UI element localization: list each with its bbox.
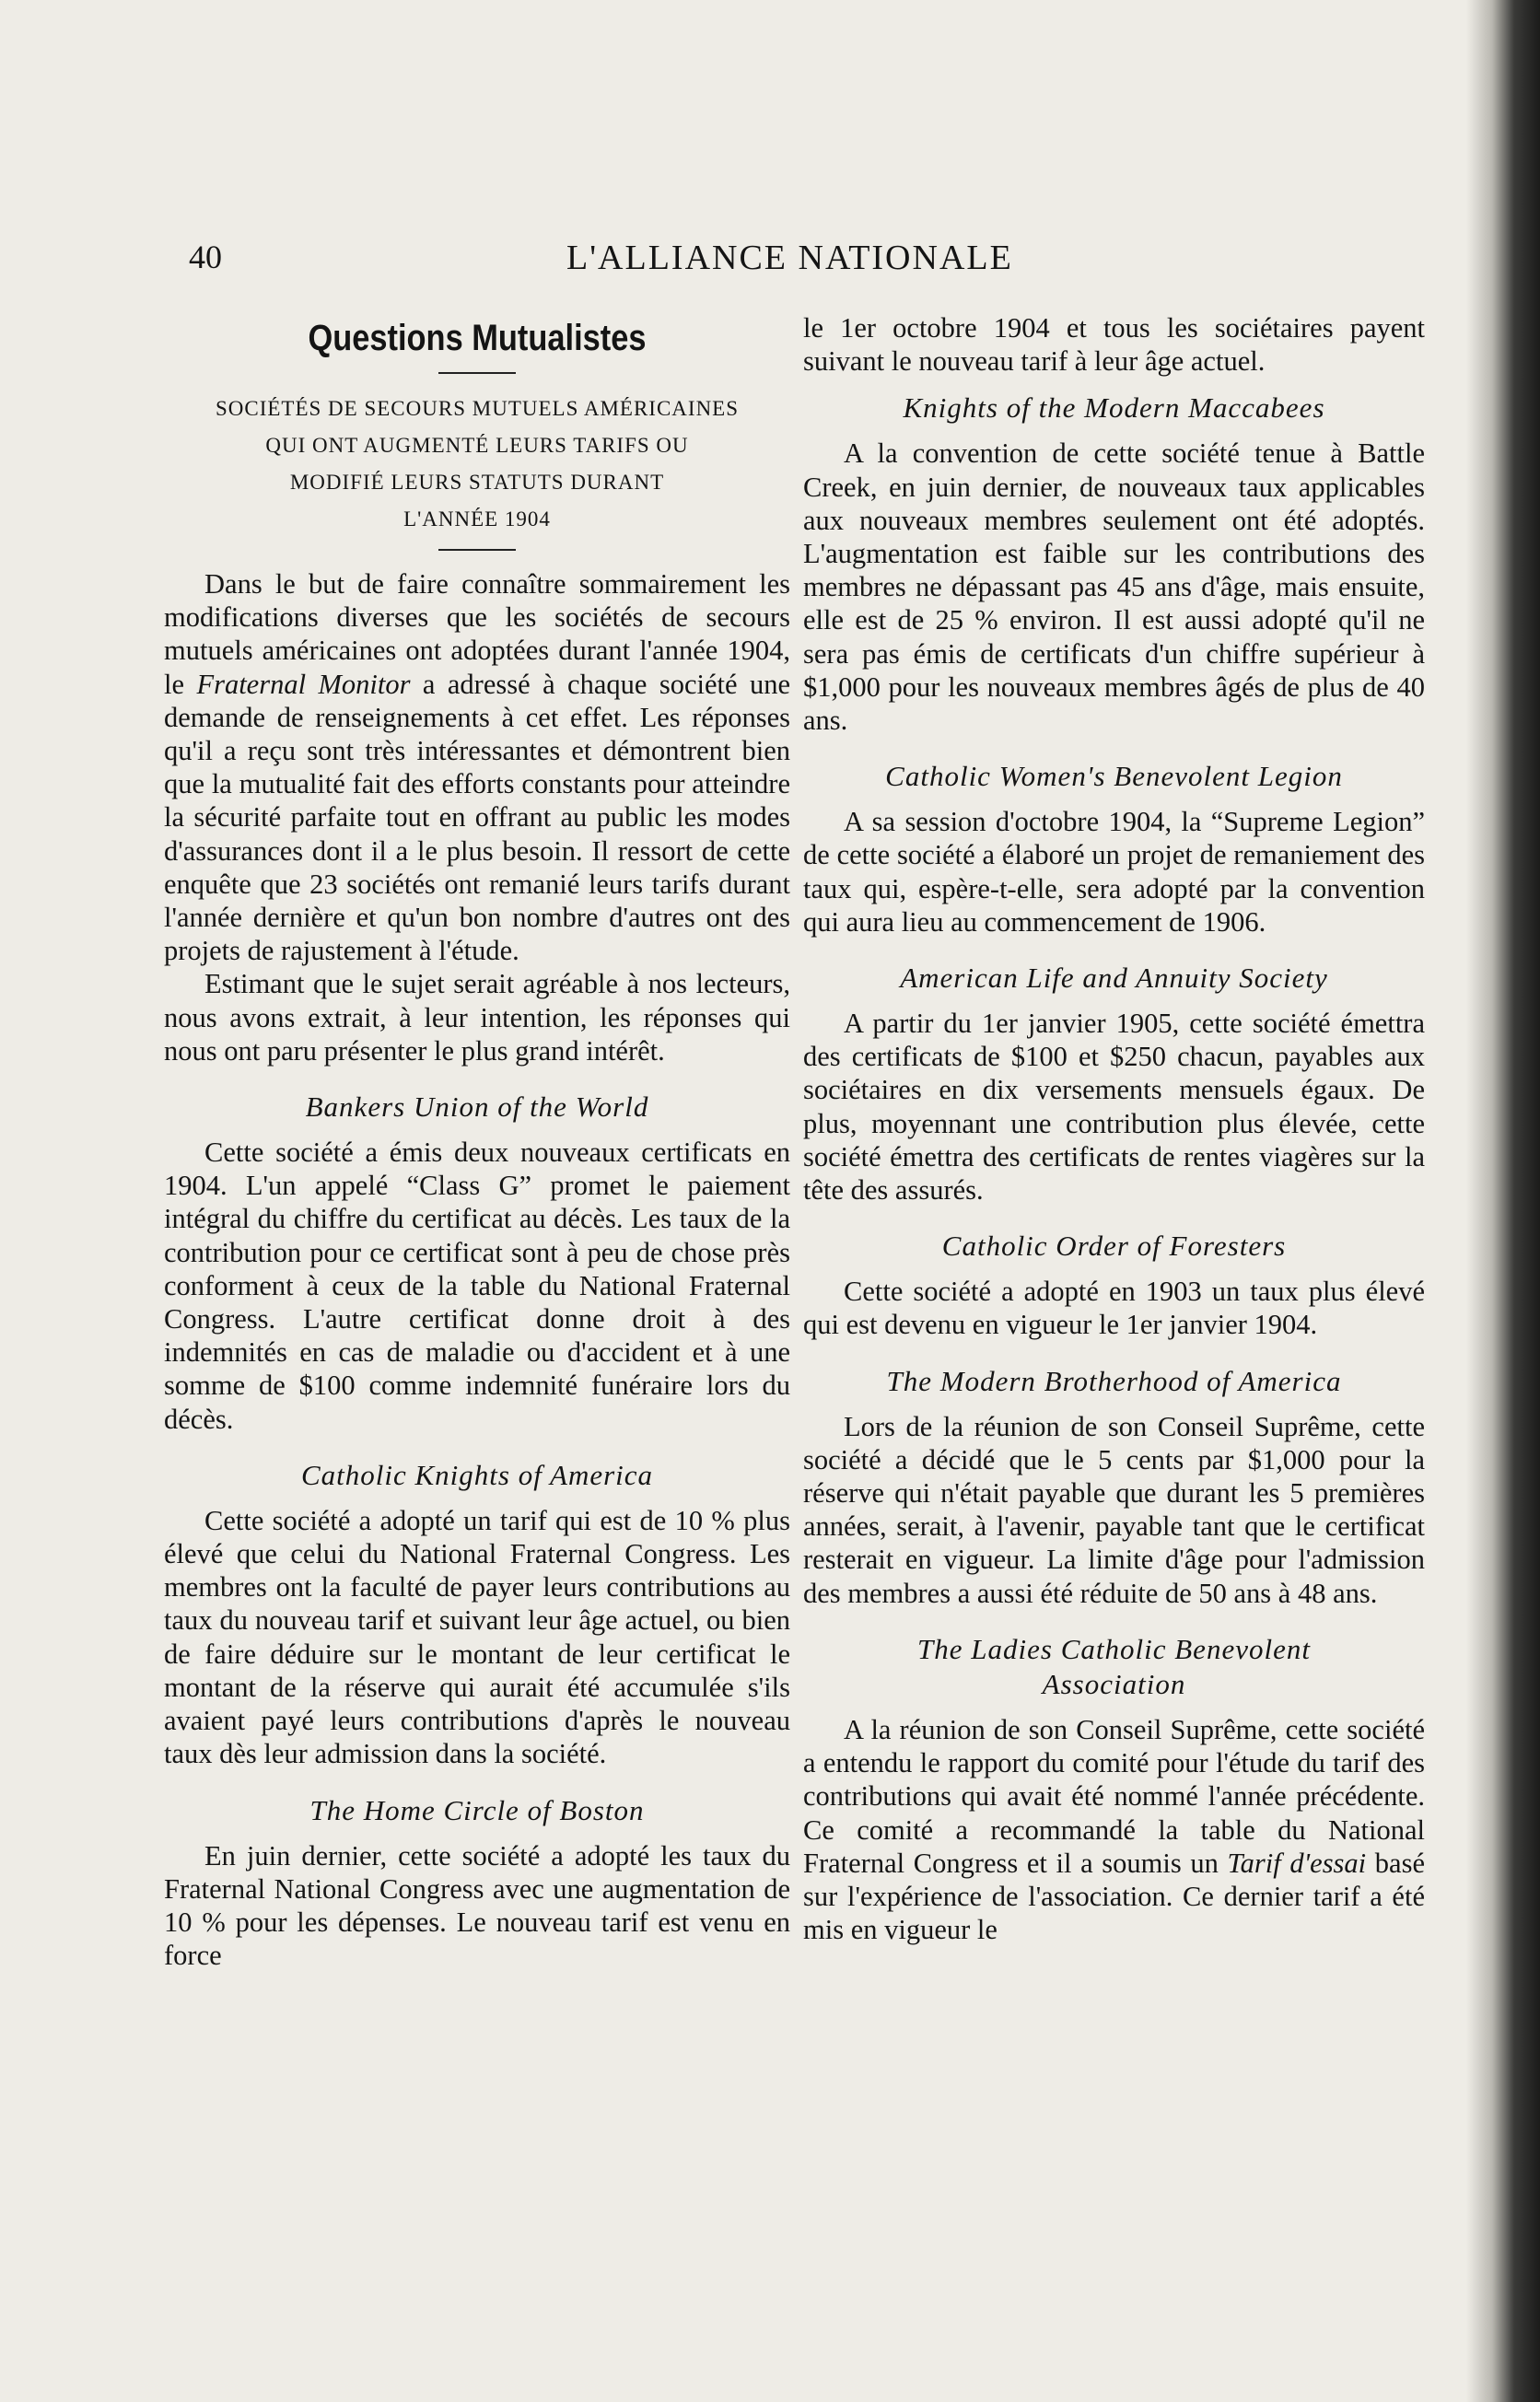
section-heading-cwbl: Catholic Women's Benevolent Legion — [885, 760, 1343, 793]
page-binding-edge — [1466, 0, 1540, 2402]
section-heading-modern-brotherhood: The Modern Brotherhood of America — [886, 1364, 1342, 1397]
running-title: L'ALLIANCE NATIONALE — [566, 239, 1013, 277]
title-divider — [438, 372, 516, 374]
section-text-modern-brotherhood: Lors de la réunion de son Conseil Suprême, cette société a décidé que le 5 cents par $1,000 pour la réserve qui n'était payable que durant les 5 premières années, serait, à l'avenir, payable tant que le certificat resterait en vigueur. La limite d'âge pour l'admission des membres a aussi été réduite de 50 ans à 48 ans. — [803, 1410, 1425, 1609]
section-heading-bankers: Bankers Union of the World — [305, 1090, 649, 1124]
subtitle-line: QUI ONT AUGMENTÉ LEURS TARIFS OU — [265, 434, 689, 457]
section-heading-home-circle: The Home Circle of Boston — [309, 1793, 645, 1826]
section-text-cwbl: A sa session d'octobre 1904, la “Supreme Legion” de cette société a élaboré un projet de remaniement des taux qui, espère-t-elle, sera adopté par la convention qui aura lieu au commencement de 1906. — [803, 806, 1425, 938]
article-title: Questions Mutualistes — [308, 318, 647, 358]
section-text-foresters: Cette société a adopté en 1903 un taux plus élevé qui est devenu en vigueur le 1er janvier 1904. — [803, 1276, 1425, 1341]
journal-name: Fraternal Monitor — [196, 668, 411, 700]
section-text-home-circle-continued: le 1er octobre 1904 et tous les sociétaires payent suivant le nouveau tarif à leur âge actuel. — [803, 312, 1425, 378]
section-heading-ladies: The Ladies Catholic Benevolent Association — [917, 1632, 1311, 1700]
page-number: 40 — [189, 239, 222, 275]
intro-paragraph: Dans le but de faire connaître sommairement les modifications diverses que les sociétés de secours mutuels américaines ont adoptées durant l'année 1904, le Fraternal Monitor a adressé à chaque société une demande de renseignements à cet effet. Les réponses qu'il a reçu sont très intéressantes et démontrent bien que la mutualité fait des efforts constants pour atteindre la sécurité parfaite tout en offrant au public les modes d'assurances dont il a le plus besoin. Il ressort de cette enquête que 23 sociétés ont remanié leurs tarifs durant l'année dernière et qu'un bon nombre d'autres ont des projets de rajustement à l'étude. — [164, 568, 790, 967]
section-text-maccabees: A la convention de cette société tenue à Battle Creek, en juin dernier, de nouveaux taux applicables aux nouveaux membres seulement ont été adoptés. L'augmentation est faible sur les contributions des membres ne dépassant pas 45 ans d'âge, mais ensuite, elle est de 25 % environ. Il est aussi adopté qu'il ne sera pas émis de certificats d'un chiffre supérieur à $1,000 pour les nouveaux membres âgés de plus de 40 ans. — [803, 437, 1425, 737]
section-heading-maccabees: Knights of the Modern Maccabees — [903, 391, 1325, 425]
section-text-bankers: Cette société a émis deux nouveaux certificats en 1904. L'un appelé “Class G” promet le paiement intégral du chiffre du certificat au décès. Les taux de la contribution pour ce certificat sont à peu de chose près conforment à ceux de la table du National Fraternal Congress. L'autre certificat donne droit à des indemnités en cas de maladie ou d'accident et à une somme de $100 comme indemnité funéraire lors du décès. — [164, 1137, 790, 1435]
subtitle-line: L'ANNÉE 1904 — [403, 507, 551, 531]
subtitle-line: MODIFIÉ LEURS STATUTS DURANT — [289, 471, 665, 494]
section-heading-catholic-knights: Catholic Knights of America — [300, 1458, 654, 1491]
subtitle-divider — [438, 549, 516, 551]
tarif-essai-term: Tarif d'essai — [1227, 1847, 1367, 1879]
section-text-catholic-knights: Cette société a adopté un tarif qui est de 10 % plus élevé que celui du National Fraternal Congress. Les membres ont la faculté de payer leurs contributions au taux du nouveau tarif et suivant leur âge actuel, ou bien de faire déduire sur le montant de leur certificat le montant de la réserve qui aurait été accumulée s'ils avaient payé leurs contributions d'après le nouveau taux dès leur admission dans la société. — [164, 1504, 790, 1770]
left-column — [164, 311, 790, 1972]
section-text-american-life: A partir du 1er janvier 1905, cette société émettra des certificats de $100 et $250 chacun, payables aux sociétaires en dix versements mensuels égaux. De plus, moyennant une contribution plus élevée, cette société émettra des certificats de rentes viagères sur la tête des assurés. — [803, 1008, 1425, 1207]
section-heading-foresters: Catholic Order of Foresters — [941, 1230, 1287, 1263]
right-column — [803, 311, 1425, 1946]
section-heading-american-life: American Life and Annuity Society — [900, 962, 1328, 995]
intro-paragraph: Estimant que le sujet serait agréable à nos lecteurs, nous avons extrait, à leur intention, les réponses qui nous ont paru présenter le plus grand intérêt. — [164, 968, 790, 1067]
section-text-ladies: A la réunion de son Conseil Suprême, cette société a entendu le rapport du comité pour l'étude du tarif des contributions qui avait été nommé l'année précédente. Ce comité a recommandé la table du National Fraternal Congress et il a soumis un Tarif d'essai basé sur l'expérience de l'association. Ce dernier tarif a été mis en vigueur le — [803, 1713, 1425, 1946]
page-header — [189, 238, 1414, 284]
subtitle-line: SOCIÉTÉS DE SECOURS MUTUELS AMÉRICAINES — [215, 397, 740, 420]
section-text-home-circle: En juin dernier, cette société a adopté les taux du Fraternal National Congress avec une augmentation de 10 % pour les dépenses. Le nouveau tarif est venu en force — [164, 1839, 790, 1972]
